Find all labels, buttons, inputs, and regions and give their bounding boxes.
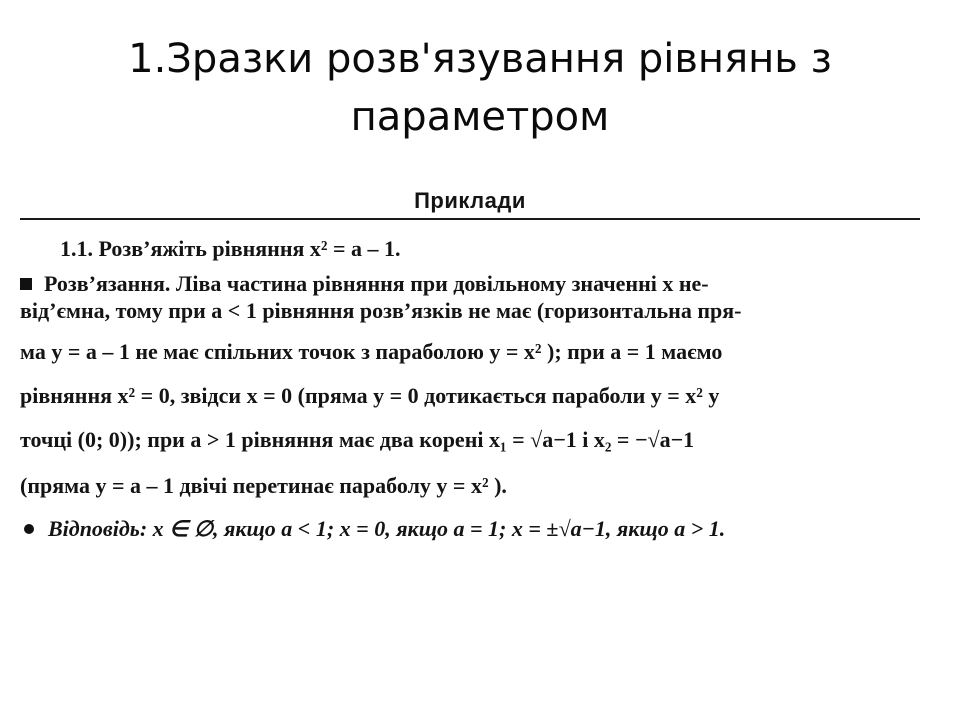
answer-text: Відповідь: x ∈ ∅, якщо a < 1; x = 0, якщо a = 1; x = ±√a−1, якщо a > 1. — [48, 516, 726, 541]
scanned-textbook-excerpt — [20, 180, 920, 555]
solution-line-1 — [20, 271, 920, 297]
solution-line-1-text: Розв’язання. Ліва частина рівняння при довільному значенні x не- — [44, 271, 709, 296]
round-bullet-icon — [24, 524, 34, 534]
solution-line-2: від’ємна, тому при a < 1 рівняння розв’язків не має (горизонтальна пря- — [20, 298, 742, 323]
answer-line — [20, 516, 920, 542]
slide-title — [0, 30, 960, 146]
slide-title-line-1: 1.Зразки розв'язування рівнянь з — [128, 36, 832, 82]
solution-line-5: точці (0; 0)); при a > 1 рівняння має два корені x₁ = √a−1 і x₂ = −√a−1 — [20, 427, 695, 452]
problem-statement: 1.1. Розв’яжіть рівняння x² = a – 1. — [60, 236, 401, 261]
solution-line-6: (пряма y = a – 1 двічі перетинає параболу y = x² ). — [20, 473, 507, 498]
heading-rule — [20, 218, 920, 220]
section-heading: Приклади — [414, 188, 526, 213]
slide-title-line-2: параметром — [350, 94, 610, 140]
solution-line-3: ма y = a – 1 не має спільних точок з параболою y = x² ); при a = 1 маємо — [20, 339, 723, 364]
solution-line-4: рівняння x² = 0, звідси x = 0 (пряма y = 0 дотикається параболи y = x² у — [20, 383, 720, 408]
square-bullet-icon — [20, 278, 32, 290]
